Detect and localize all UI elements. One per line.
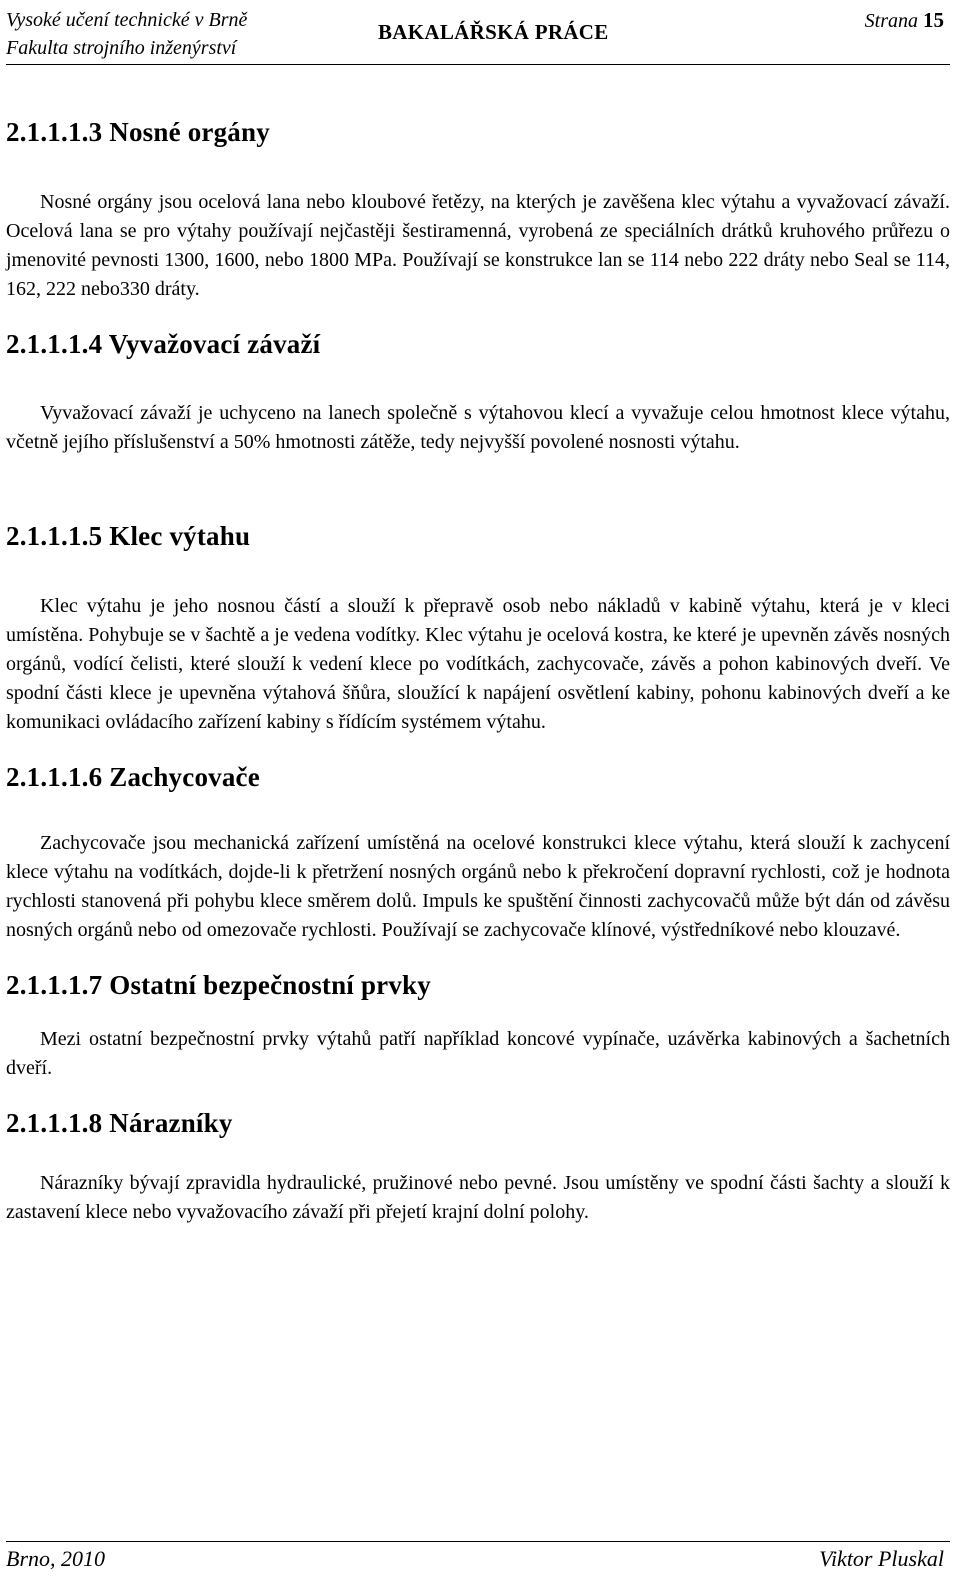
section-heading-narazniky: 2.1.1.1.8 Nárazníky (6, 1108, 233, 1138)
faculty-name: Fakulta strojního inženýrství (6, 37, 237, 59)
section-text-vyvazovaci-zavazi: Vyvažovací závaží je uchyceno na lanech společně s výtahovou klecí a vyvažuje celou hmotnost klece výtahu, včetně jejího příslušenství a 50% hmotnosti zátěže, tedy nejvyšší povolené nosnosti výtahu. (6, 402, 950, 453)
page-content (6, 112, 950, 1227)
footer-author: Viktor Pluskal (819, 1546, 944, 1571)
page-footer (6, 1541, 950, 1582)
section-text-nosne-organy: Nosné orgány jsou ocelová lana nebo kloubové řetězy, na kterých je zavěšena klec výtahu a vyvažovací závaží. Ocelová lana se pro výtahy používají nejčastěji šestiramenná, vyrobená ze speciálních drátků kruhového průřezu o jmenovité pevnosti 1300, 1600, nebo 1800 MPa. Používají se konstrukce lan se 114 nebo 222 dráty nebo Seal se 114, 162, 222 nebo330 dráty. (6, 191, 950, 300)
section-heading-zachycovace: 2.1.1.1.6 Zachycovače (6, 762, 260, 792)
footer-place-year: Brno, 2010 (6, 1546, 105, 1571)
section-heading-klec-vytahu: 2.1.1.1.5 Klec výtahu (6, 521, 251, 551)
section-heading-vyvazovaci-zavazi: 2.1.1.1.4 Vyvažovací závaží (6, 329, 321, 359)
document-type: BAKALÁŘSKÁ PRÁCE (378, 20, 609, 44)
page-number-label (865, 6, 944, 35)
page-label: Strana (864, 10, 918, 32)
section-text-klec-vytahu: Klec výtahu je jeho nosnou částí a slouží k přepravě osob nebo nákladů v kabině výtahu, která je v kleci umístěna. Pohybuje se v šachtě a je vedena vodítky. Klec výtahu je ocelová kostra, ke které je upevněn závěs nosných orgánů, vodící čelisti, které slouží k vedení klece po vodítkách, zachycovače, závěs a pohon kabinových dveří. Ve spodní části klece je upevněna výtahová šňůra, sloužící k napájení osvětlení kabiny, pohonu kabinových dveří a ke komunikaci ovládacího zařízení kabiny s řídícím systémem výtahu. (6, 595, 950, 733)
section-heading-nosne-organy: 2.1.1.1.3 Nosné orgány (6, 117, 270, 147)
section-heading-ostatni-prvky: 2.1.1.1.7 Ostatní bezpečnostní prvky (6, 970, 431, 1000)
section-text-zachycovace: Zachycovače jsou mechanická zařízení umístěná na ocelové konstrukci klece výtahu, která slouží k zachycení klece výtahu na vodítkách, dojde-li k přetržení nosných orgánů nebo k překročení dopravní rychlosti, což je hodnota rychlosti stanovená při pohybu klece směrem dolů. Impuls ke spuštění činnosti zachycovačů může být dán od závěsu nosných orgánů nebo od omezovače rychlosti. Používají se zachycovače klínové, výstředníkové nebo klouzavé. (6, 832, 950, 941)
page-number: 15 (923, 8, 944, 32)
page-header (6, 4, 950, 65)
university-name: Vysoké učení technické v Brně (6, 9, 248, 31)
section-text-narazniky: Nárazníky bývají zpravidla hydraulické, pružinové nebo pevné. Jsou umístěny ve spodní části šachty a slouží k zastavení klece nebo vyvažovacího závaží při přejetí krajní dolní polohy. (6, 1172, 950, 1223)
section-text-ostatni-prvky: Mezi ostatní bezpečnostní prvky výtahů patří například koncové vypínače, uzávěrka kabinových a šachetních dveří. (6, 1028, 950, 1079)
